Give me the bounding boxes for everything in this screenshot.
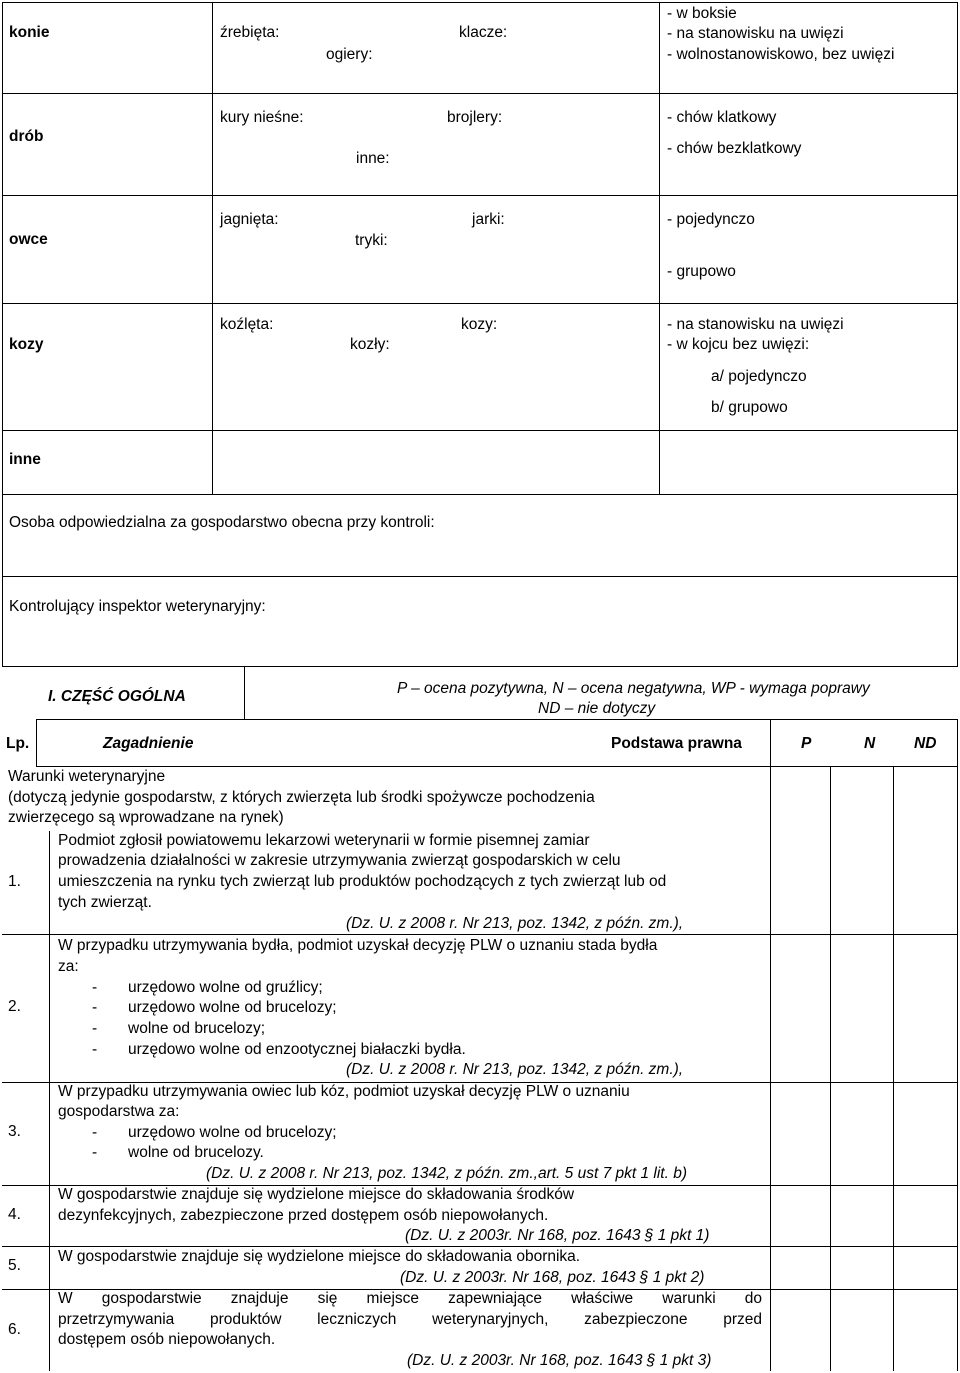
legal-reference: (Dz. U. z 2008 r. Nr 213, poz. 1342, z późn. zm.),	[346, 915, 684, 932]
row-text: Podmiot zgłosił powiatowemu lekarzowi weterynarii w formie pisemnej zamiar	[58, 832, 590, 849]
legal-reference: (Dz. U. z 2003r. Nr 168, poz. 1643 § 1 pkt 2)	[400, 1269, 705, 1286]
row-text: dezynfekcyjnych, zabezpieczone przed dostępem osób niepowołanych.	[58, 1207, 549, 1224]
category-label: brojlery:	[447, 109, 503, 126]
table-border-left	[2, 2, 3, 666]
column-divider	[659, 2, 660, 494]
category-label: kozy:	[461, 316, 498, 333]
row-text: prowadzenia działalności w zakresie utrzymywania zwierząt gospodarskich w celu	[58, 852, 621, 869]
header-p: P	[801, 735, 812, 752]
header-topic: Zagadnienie	[103, 735, 194, 752]
group-note: (dotyczą jedynie gospodarstw, z których zwierzęta lub środki spożywcze pochodzenia	[8, 789, 595, 806]
row-divider	[2, 576, 958, 577]
column-divider	[893, 766, 894, 1371]
row-text: gospodarstwa za:	[58, 1103, 180, 1120]
list-dash: -	[92, 1144, 98, 1161]
animal-name: kozy	[9, 336, 44, 353]
category-label: źrebięta:	[220, 24, 280, 41]
housing-option: - na stanowisku na uwięzi	[667, 316, 844, 333]
rating-legend: P – ocena pozytywna, N – ocena negatywna, WP - wymaga poprawy	[397, 680, 870, 697]
list-dash: -	[92, 979, 98, 996]
header-legal-basis: Podstawa prawna	[611, 735, 742, 752]
row-number: 3.	[8, 1123, 21, 1140]
group-note: zwierzęcego są wprowadzane na rynek)	[8, 809, 284, 826]
list-dash: -	[92, 1041, 98, 1058]
rating-legend-nd: ND – nie dotyczy	[538, 700, 656, 717]
column-divider	[244, 666, 245, 720]
housing-option: - grupowo	[667, 263, 736, 280]
housing-option: - chów bezklatkowy	[667, 140, 802, 157]
category-label: jarki:	[472, 211, 505, 228]
legal-reference: (Dz. U. z 2008 r. Nr 213, poz. 1342, z późn. zm.,art. 5 ust 7 pkt 1 lit. b)	[206, 1165, 687, 1182]
row-divider	[2, 934, 958, 935]
row-text: umieszczenia na rynku tych zwierząt lub produktów pochodzących z tych zwierząt lub od	[58, 873, 667, 890]
row-number: 4.	[8, 1206, 21, 1223]
category-label: ogiery:	[326, 46, 373, 63]
housing-option: - pojedynczo	[667, 211, 755, 228]
row-text: W gospodarstwie znajduje się wydzielone miejsce do składowania środków	[58, 1186, 575, 1203]
row-number: 6.	[8, 1321, 21, 1338]
housing-option: - chów klatkowy	[667, 109, 777, 126]
row-divider	[2, 195, 958, 196]
housing-option: - na stanowisku na uwięzi	[667, 25, 844, 42]
row-text: przetrzymywania produktów leczniczych weterynaryjnych, zabezpieczone przed	[58, 1311, 762, 1328]
list-dash: -	[92, 999, 98, 1016]
animal-name: konie	[9, 24, 50, 41]
responsible-person-label: Osoba odpowiedzialna za gospodarstwo obecna przy kontroli:	[9, 514, 435, 531]
header-n: N	[864, 735, 876, 752]
housing-suboption: b/ grupowo	[711, 399, 788, 416]
animal-name: drób	[9, 128, 44, 145]
column-divider	[770, 719, 771, 1371]
list-item: urzędowo wolne od brucelozy;	[128, 999, 337, 1016]
group-title: Warunki weterynaryjne	[8, 768, 166, 785]
table-border-top	[2, 2, 958, 3]
row-divider	[36, 719, 958, 720]
row-divider	[2, 303, 958, 304]
column-divider	[830, 766, 831, 1371]
row-text: W przypadku utrzymywania owiec lub kóz, podmiot uzyskał decyzję PLW o uznaniu	[58, 1083, 630, 1100]
row-divider	[2, 93, 958, 94]
list-item: wolne od brucelozy.	[128, 1144, 264, 1161]
row-number: 1.	[8, 873, 21, 890]
header-lp: Lp.	[6, 735, 30, 752]
legal-reference: (Dz. U. z 2003r. Nr 168, poz. 1643 § 1 pkt 3)	[407, 1352, 712, 1369]
category-label: tryki:	[355, 232, 388, 249]
animal-name: inne	[9, 451, 41, 468]
housing-option: - w boksie	[667, 5, 737, 22]
housing-suboption: a/ pojedynczo	[711, 368, 807, 385]
row-divider	[2, 494, 958, 495]
row-text: W gospodarstwie znajduje się wydzielone miejsce do składowania obornika.	[58, 1248, 581, 1265]
row-text: W przypadku utrzymywania bydła, podmiot uzyskał decyzję PLW o uznaniu stada bydła	[58, 937, 658, 954]
category-label: koźlęta:	[220, 316, 274, 333]
table-border-right	[957, 2, 958, 666]
category-label: kozły:	[350, 336, 390, 353]
housing-option: - wolnostanowiskowo, bez uwięzi	[667, 46, 895, 63]
list-item: urzędowo wolne od enzootycznej białaczki bydła.	[128, 1041, 466, 1058]
list-item: urzędowo wolne od brucelozy;	[128, 1124, 337, 1141]
row-divider	[2, 1246, 958, 1247]
list-item: wolne od brucelozy;	[128, 1020, 265, 1037]
legal-reference: (Dz. U. z 2008 r. Nr 213, poz. 1342, z późn. zm.),	[346, 1061, 684, 1078]
category-label: inne:	[356, 150, 390, 167]
list-item: urzędowo wolne od gruźlicy;	[128, 979, 323, 996]
row-number: 5.	[8, 1257, 21, 1274]
column-divider	[212, 2, 213, 494]
legal-reference: (Dz. U. z 2003r. Nr 168, poz. 1643 § 1 pkt 1)	[405, 1227, 710, 1244]
category-label: jagnięta:	[220, 211, 279, 228]
list-dash: -	[92, 1020, 98, 1037]
row-text: za:	[58, 958, 79, 975]
section-title: I. CZĘŚĆ OGÓLNA	[48, 688, 186, 705]
inspector-label: Kontrolujący inspektor weterynaryjny:	[9, 598, 266, 615]
row-divider	[2, 666, 958, 667]
housing-option: - w kojcu bez uwięzi:	[667, 336, 810, 353]
list-dash: -	[92, 1124, 98, 1141]
row-text: tych zwierząt.	[58, 894, 152, 911]
row-divider	[36, 766, 958, 767]
row-divider	[2, 430, 958, 431]
row-text: dostępem osób niepowołanych.	[58, 1331, 276, 1348]
column-divider	[49, 831, 50, 1371]
row-text: W gospodarstwie znajduje się miejsce zapewniające właściwe warunki do	[58, 1290, 762, 1307]
category-label: kury nieśne:	[220, 109, 304, 126]
table-border-right	[957, 719, 958, 1371]
row-number: 2.	[8, 998, 21, 1015]
animal-name: owce	[9, 231, 48, 248]
header-nd: ND	[914, 735, 937, 752]
category-label: klacze:	[459, 24, 508, 41]
column-divider	[36, 719, 37, 767]
